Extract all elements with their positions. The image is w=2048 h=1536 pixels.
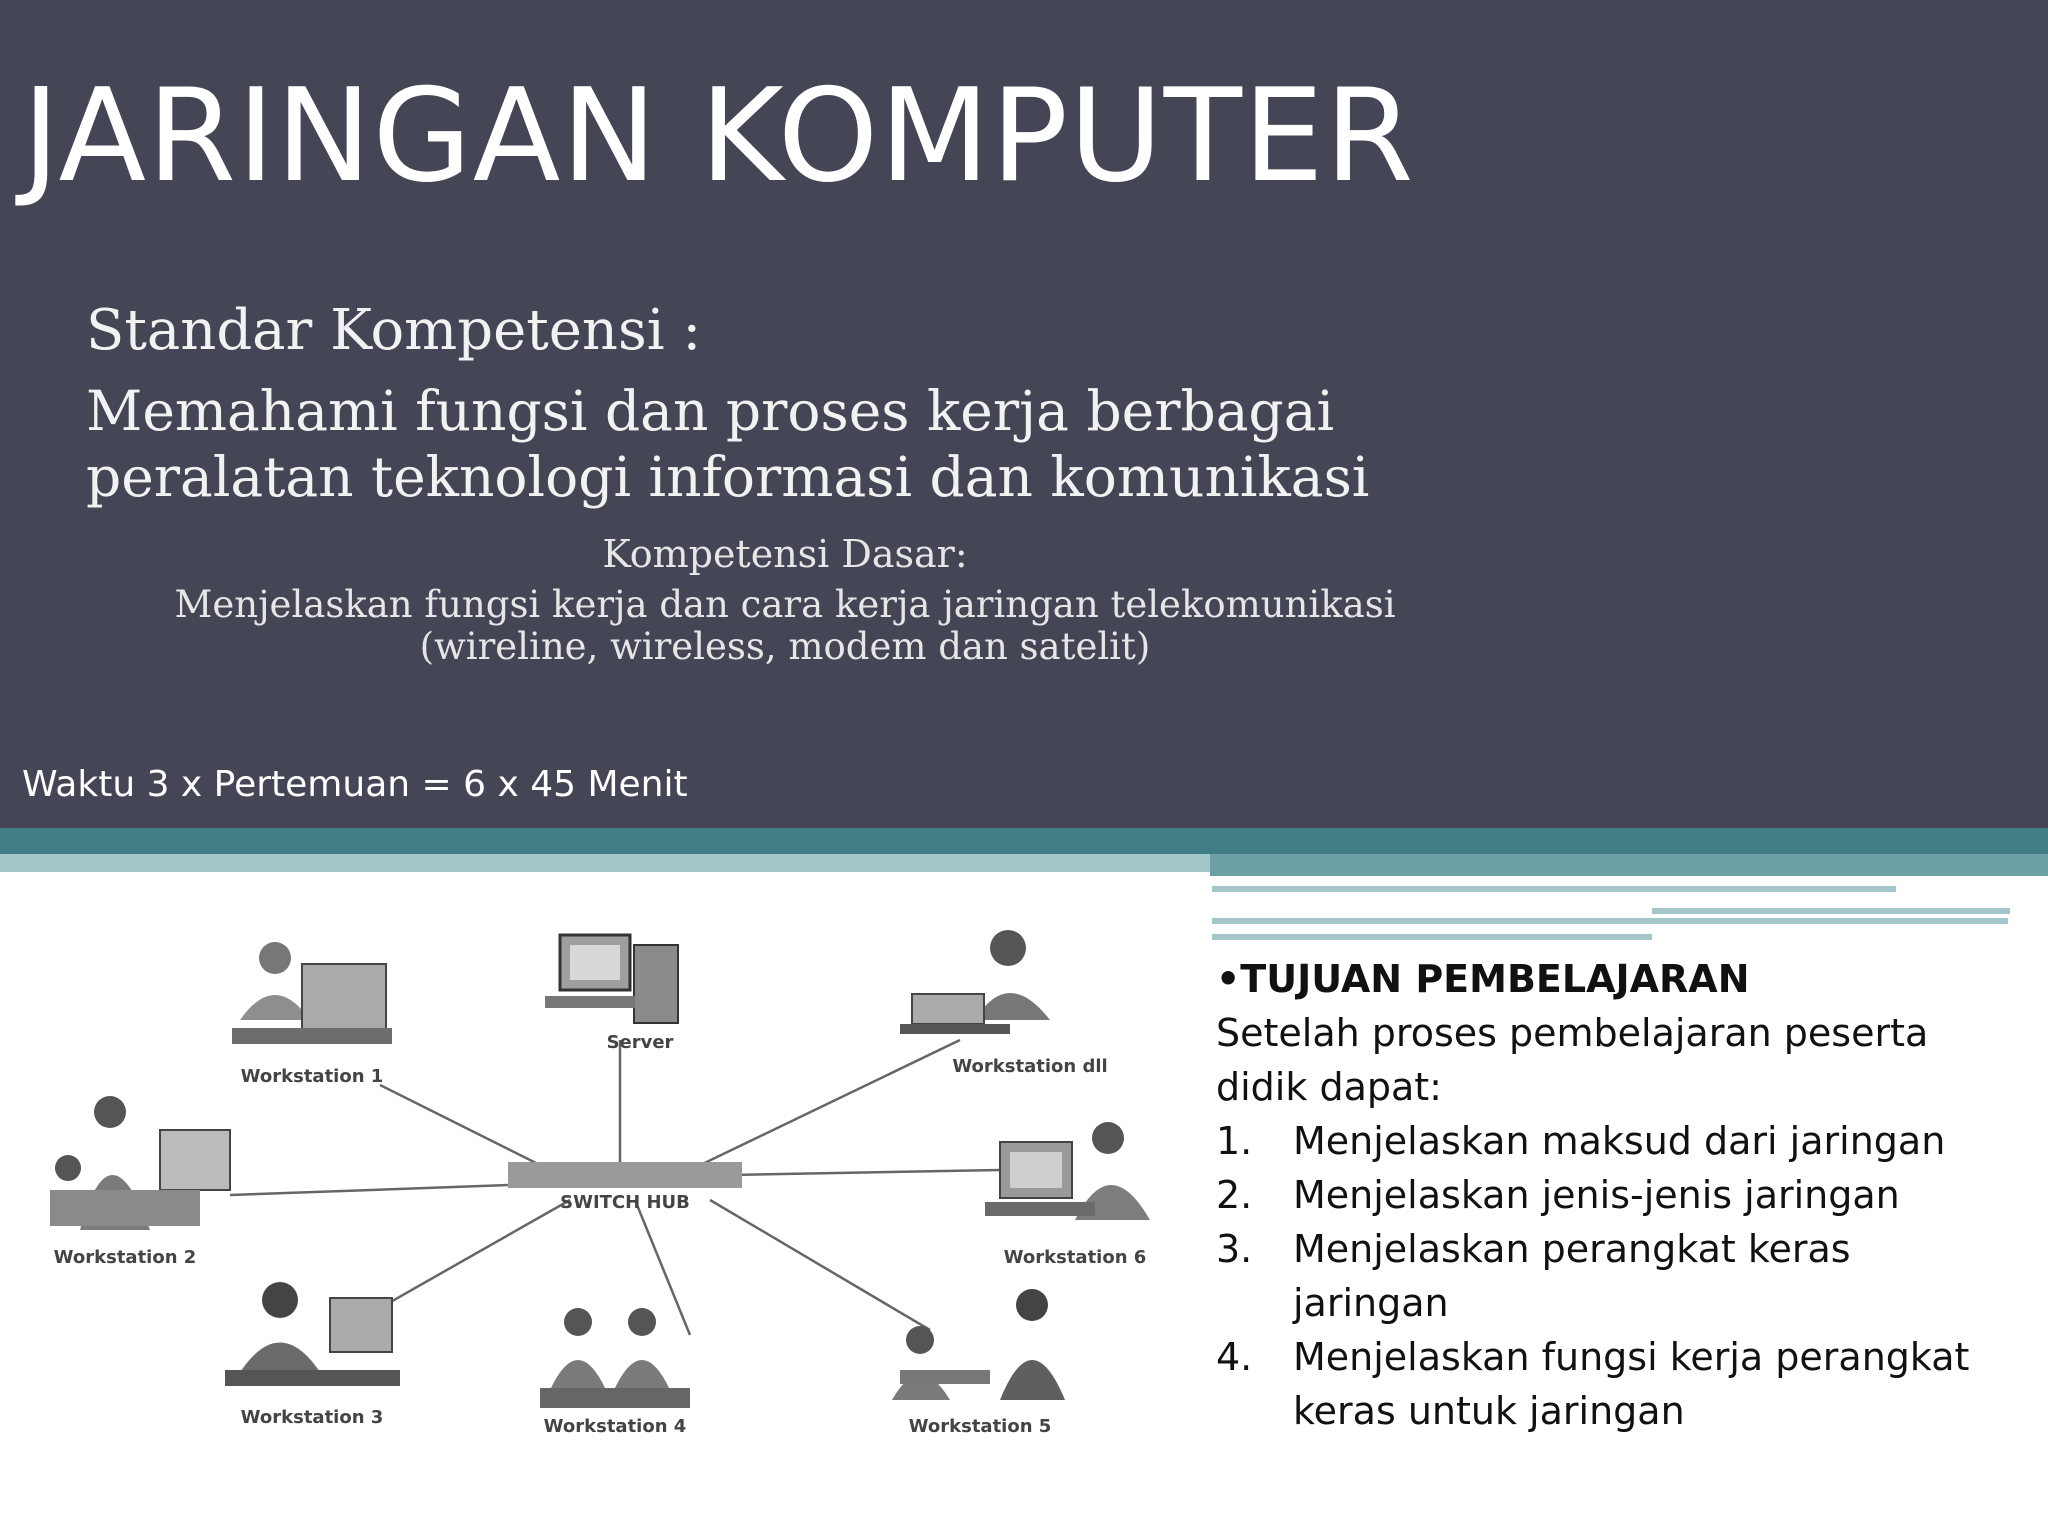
divider-band bbox=[0, 828, 2048, 854]
objectives-list bbox=[1216, 1114, 2016, 1438]
standar-kompetensi-label: Standar Kompetensi : bbox=[86, 298, 702, 363]
objectives-heading: •TUJUAN PEMBELAJARAN bbox=[1216, 957, 1750, 1001]
workstation-6 bbox=[985, 1122, 1150, 1268]
divider-line bbox=[1652, 908, 2010, 914]
server-label: Server bbox=[606, 1032, 674, 1053]
workstation-dll-label: Workstation dll bbox=[952, 1056, 1108, 1077]
divider-line bbox=[1212, 886, 1896, 892]
switch-hub bbox=[508, 1162, 742, 1213]
network-diagram bbox=[40, 900, 1190, 1460]
workstation-6-label: Workstation 6 bbox=[1003, 1247, 1147, 1268]
list-item: 2. Menjelaskan jenis-jenis jaringan bbox=[1216, 1173, 1900, 1217]
kompetensi-dasar-line-2: (wireline, wireless, modem dan satelit) bbox=[419, 625, 1151, 668]
server bbox=[545, 935, 678, 1053]
divider-band-light bbox=[0, 854, 1210, 872]
waktu-text: Waktu 3 x Pertemuan = 6 x 45 Menit bbox=[22, 764, 688, 805]
workstation-2 bbox=[50, 1096, 230, 1268]
workstation-2-label: Workstation 2 bbox=[53, 1247, 197, 1268]
slide-title: JARINGAN KOMPUTER bbox=[22, 62, 1415, 211]
standar-kompetensi-text: Memahami fungsi dan proses kerja berbagai peralatan teknologi informasi dan komunikasi bbox=[86, 379, 1370, 509]
workstation-5 bbox=[892, 1289, 1065, 1437]
list-item: 4. Menjelaskan fungsi kerja perangkat keras untuk jaringan bbox=[1216, 1335, 1970, 1433]
workstation-4 bbox=[540, 1308, 690, 1437]
divider-line bbox=[1212, 918, 2008, 924]
workstation-5-label: Workstation 5 bbox=[908, 1416, 1052, 1437]
kompetensi-dasar-line-1: Menjelaskan fungsi kerja dan cara kerja jaringan telekomunikasi bbox=[174, 583, 1396, 626]
workstation-3 bbox=[225, 1282, 400, 1428]
workstation-1 bbox=[232, 942, 392, 1087]
objectives-intro: Setelah proses pembelajaran peserta didik dapat: bbox=[1216, 1011, 1929, 1109]
list-item: 1. Menjelaskan maksud dari jaringan bbox=[1216, 1119, 1946, 1163]
list-item: 3. Menjelaskan perangkat keras jaringan bbox=[1216, 1227, 1851, 1325]
workstation-1-label: Workstation 1 bbox=[240, 1066, 384, 1087]
kompetensi-dasar-text bbox=[0, 584, 1570, 668]
kompetensi-dasar-label: Kompetensi Dasar: bbox=[602, 532, 968, 576]
switch-hub-label: SWITCH HUB bbox=[560, 1192, 690, 1213]
divider-band-mid bbox=[1210, 854, 2048, 876]
workstation-3-label: Workstation 3 bbox=[240, 1407, 384, 1428]
workstation-4-label: Workstation 4 bbox=[543, 1416, 687, 1437]
learning-objectives bbox=[1216, 952, 2016, 1438]
divider-line bbox=[1212, 934, 1652, 940]
